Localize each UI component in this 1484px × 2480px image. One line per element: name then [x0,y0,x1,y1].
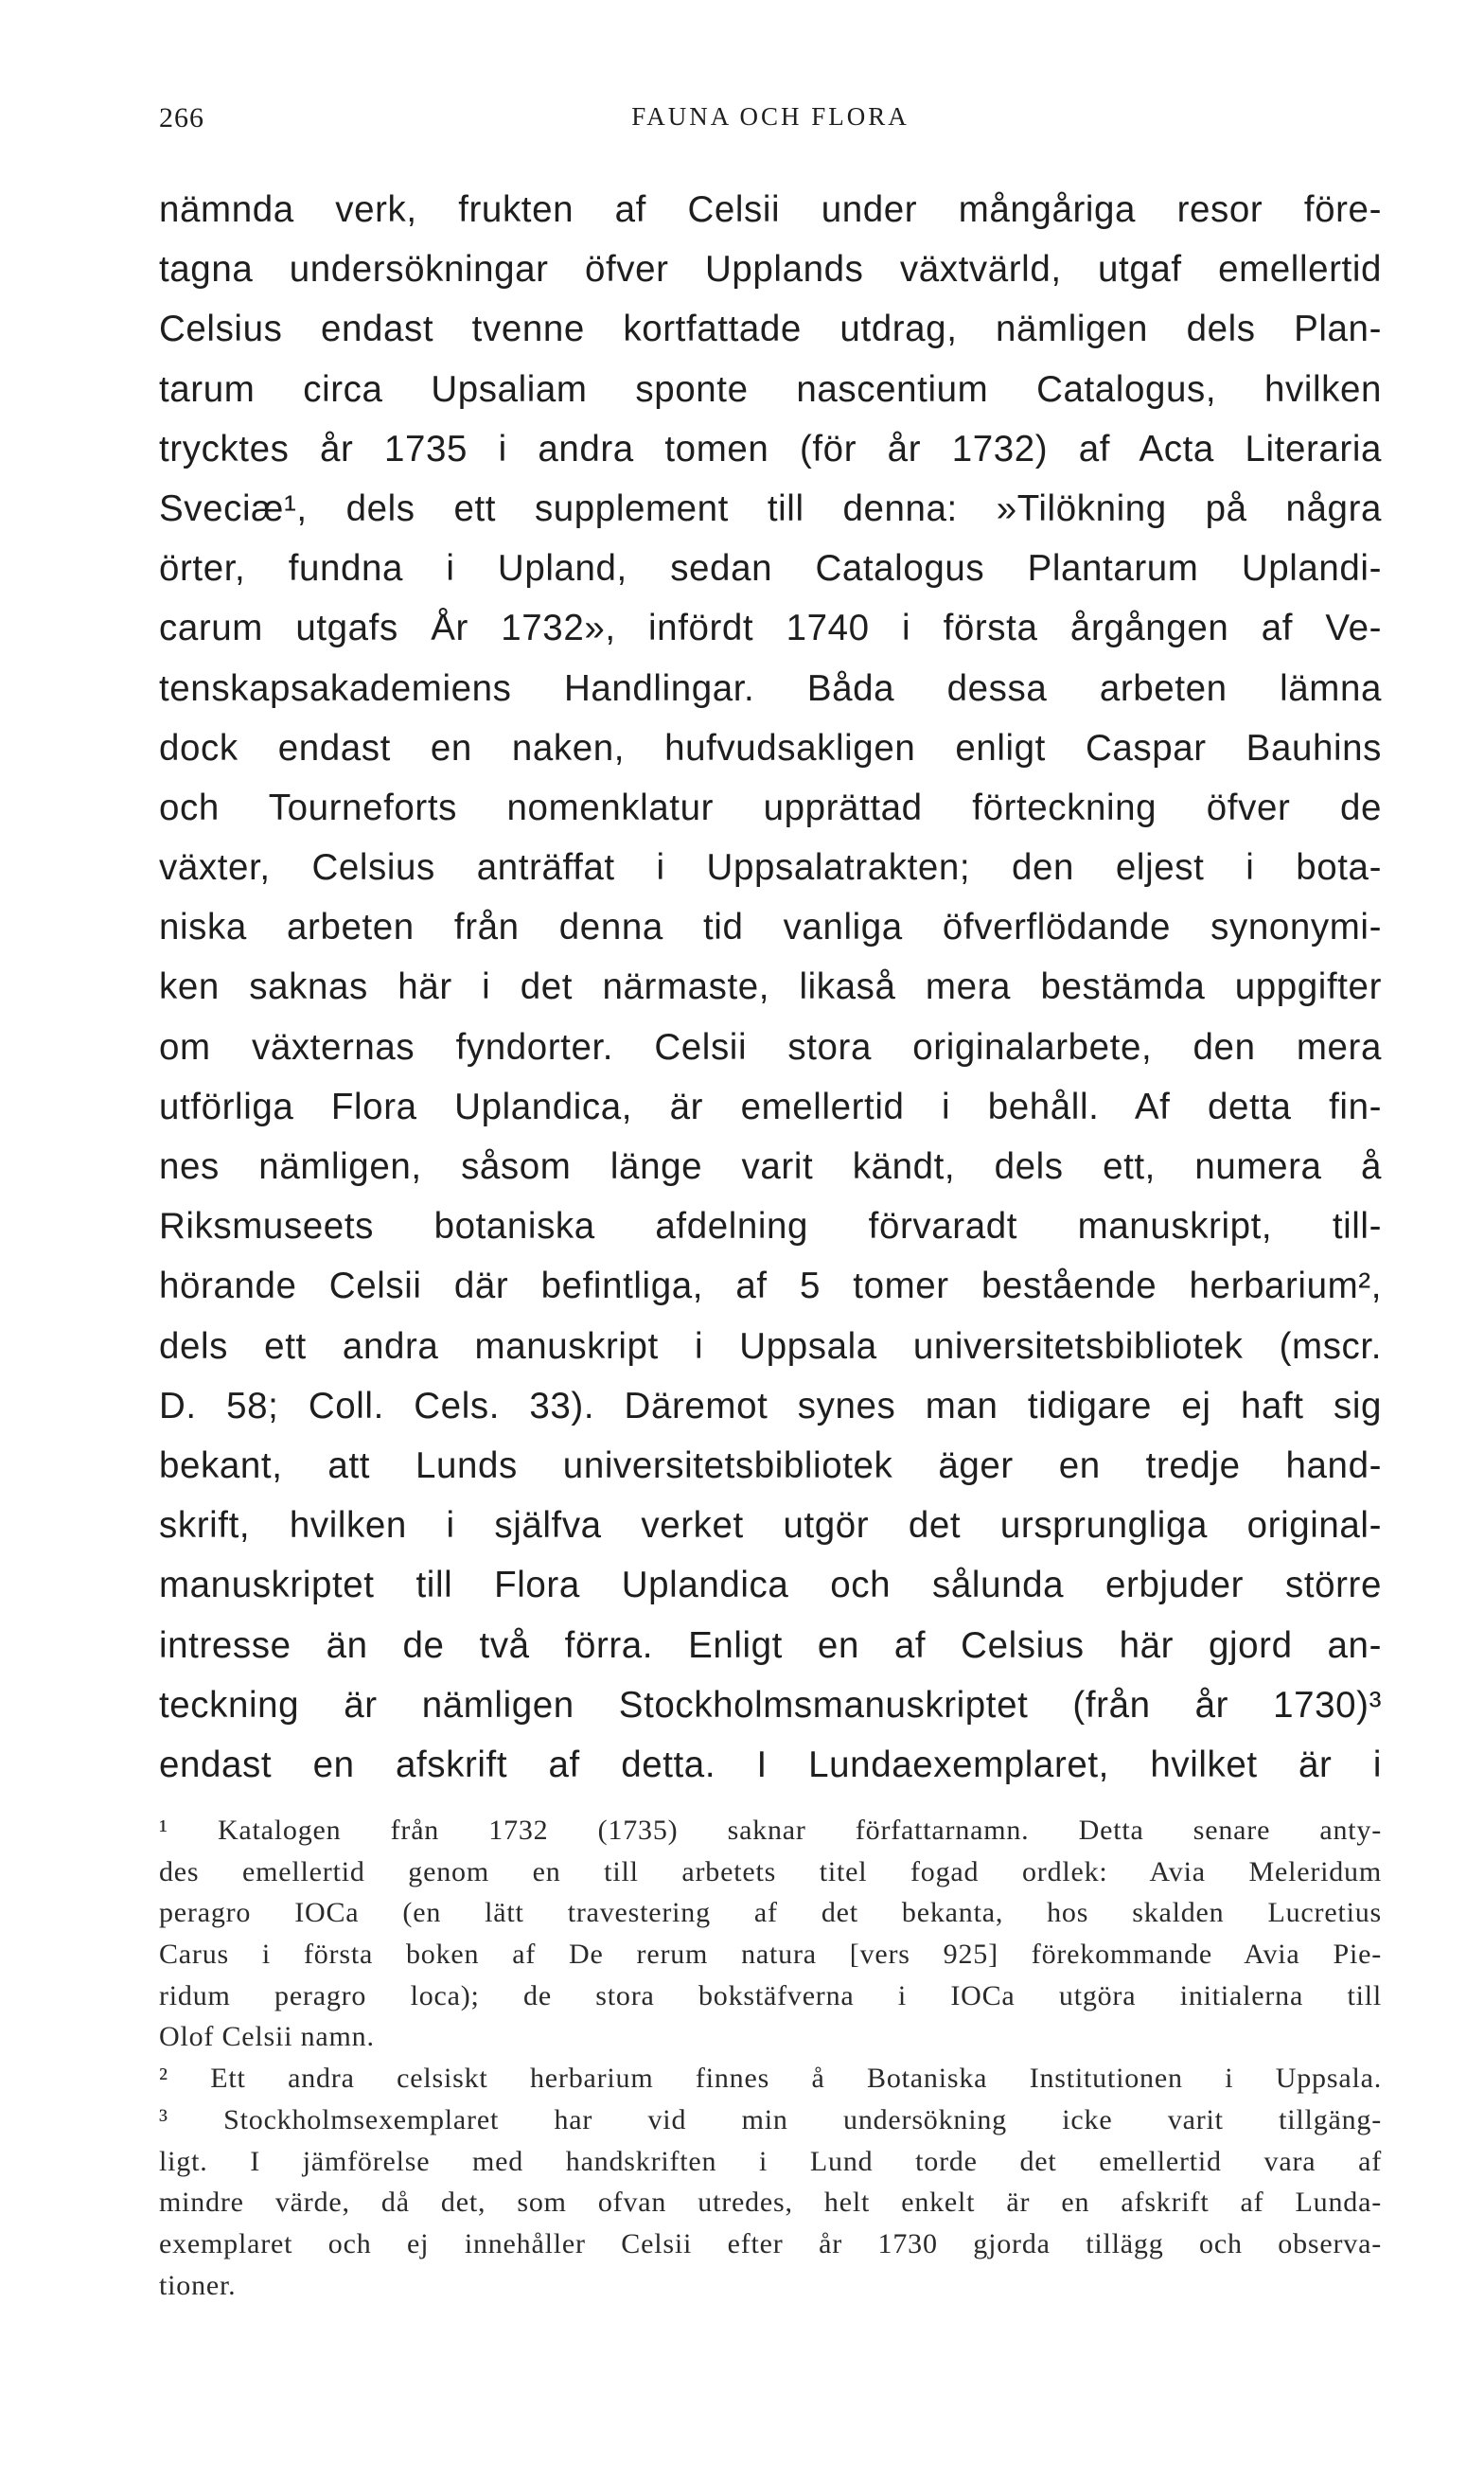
body-line: tenskapsakademiens Handlingar. Båda dessa arbeten lämna [159,667,1382,709]
body-text [159,180,1382,1795]
footnote-line: ² Ett andra celsiskt herbarium finnes å Botaniska Institutionen i Uppsala. [159,2063,1382,2095]
body-line: niska arbeten från denna tid vanliga öfverflödande synonymi- [159,907,1382,948]
body-line: dock endast en naken, hufvudsakligen enligt Caspar Bauhins [159,727,1382,769]
footnote-line: ¹ Katalogen från 1732 (1735) saknar författarnamn. Detta senare anty- [159,1815,1382,1846]
footnote-line: peragro IOCa (en lätt travestering af det bekanta, hos skalden Lucretius [159,1897,1382,1929]
page-header [159,102,1382,144]
body-line: endast en afskrift af detta. I Lundaexemplaret, hvilket är i [159,1744,1382,1785]
body-line: dels ett andra manuskript i Uppsala universitetsbibliotek (mscr. [159,1325,1382,1367]
body-line: utförliga Flora Uplandica, är emellertid i behåll. Af detta fin- [159,1086,1382,1127]
running-head: FAUNA OCH FLORA [631,102,910,131]
body-line: D. 58; Coll. Cels. 33). Däremot synes man tidigare ej haft sig [159,1385,1382,1426]
page-number: 266 [159,102,204,133]
body-line: tagna undersökningar öfver Upplands växtvärld, utgaf emellertid [159,249,1382,291]
body-line: Celsius endast tvenne kortfattade utdrag, nämligen dels Plan- [159,309,1382,350]
footnote-line: ligt. I jämförelse med handskriften i Lund torde det emellertid vara af [159,2145,1382,2177]
footnote-line: exemplaret och ej innehåller Celsii efter år 1730 gjorda tillägg och observa- [159,2227,1382,2259]
body-line: skrift, hvilken i själfva verket utgör det ursprungliga original- [159,1505,1382,1547]
body-line: manuskriptet till Flora Uplandica och sålunda erbjuder större [159,1565,1382,1606]
body-line: nes nämligen, såsom länge varit kändt, dels ett, numera å [159,1146,1382,1187]
body-line: örter, fundna i Upland, sedan Catalogus Plantarum Uplandi- [159,548,1382,590]
body-line: carum utgafs År 1732», infördt 1740 i första årgången af Ve- [159,608,1382,649]
body-line: och Tourneforts nomenklatur upprättad förteckning öfver de [159,787,1382,828]
body-line: bekant, att Lunds universitetsbibliotek äger en tredje hand- [159,1444,1382,1486]
footnote-line: ridum peragro loca); de stora bokstäfverna i IOCa utgöra initialerna till [159,1979,1382,2011]
body-line: tarum circa Upsaliam sponte nascentium Catalogus, hvilken [159,368,1382,410]
footnote-line: Carus i första boken af De rerum natura [vers 925] förekommande Avia Pie- [159,1939,1382,1971]
footnote-line: mindre värde, då det, som ofvan utredes, helt enkelt är en afskrift af Lunda- [159,2187,1382,2219]
body-line: teckning är nämligen Stockholmsmanuskriptet (från år 1730)³ [159,1684,1382,1726]
body-line: om växternas fyndorter. Celsii stora originalarbete, den mera [159,1026,1382,1068]
body-line: Riksmuseets botaniska afdelning förvaradt manuskript, till- [159,1206,1382,1248]
body-line: trycktes år 1735 i andra tomen (för år 1732) af Acta Literaria [159,428,1382,469]
body-line: nämnda verk, frukten af Celsii under mångåriga resor före- [159,189,1382,230]
body-line: växter, Celsius anträffat i Uppsalatrakten; den eljest i bota- [159,847,1382,889]
body-line: Sveciæ¹, dels ett supplement till denna: »Tilökning på några [159,487,1382,529]
body-line: ken saknas här i det närmaste, likaså mera bestämda uppgifter [159,966,1382,1008]
footnote-line: ³ Stockholmsexemplaret har vid min undersökning icke varit tillgäng- [159,2103,1382,2135]
body-line: intresse än de två förra. Enligt en af Celsius här gjord an- [159,1624,1382,1666]
footnote-line: Olof Celsii namn. [159,2021,375,2053]
footnote-line: des emellertid genom en till arbetets titel fogad ordlek: Avia Meleridum [159,1855,1382,1887]
body-line: hörande Celsii där befintliga, af 5 tomer bestående herbarium², [159,1266,1382,1307]
footnotes [159,1810,1382,2306]
footnote-line: tioner. [159,2269,237,2301]
